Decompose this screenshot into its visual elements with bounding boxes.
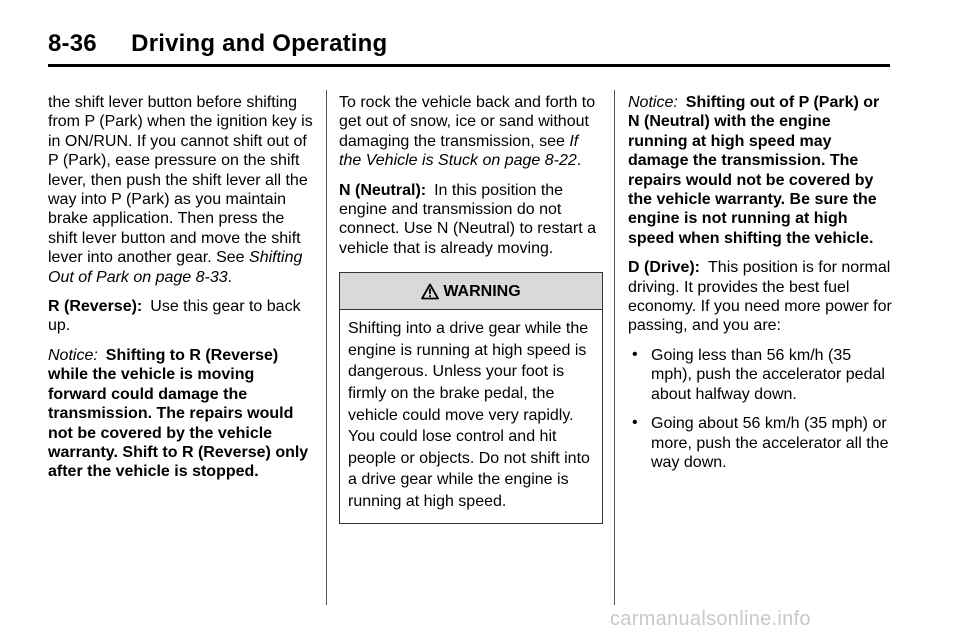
- bullet-icon: •: [632, 345, 638, 363]
- column-1: [48, 93, 316, 492]
- warning-triangle-icon: [421, 283, 439, 300]
- drive-description: This position is for normal driving. It provides the best fuel economy. If you need more power for passing, and you are:: [628, 259, 892, 335]
- paragraph-text: the shift lever button before shifting from P (Park) when the ignition key is in ON/RUN. If you cannot shift out of P (Park), ease pressure on the shift lever, then push the shift lever all the way into P (Park) as you maintain brake application. Then press the shift lever button and move the shift lever into another gear. See: [48, 94, 313, 267]
- paragraph: [339, 93, 603, 171]
- notice-label: Notice:: [628, 94, 678, 111]
- term-neutral: N (Neutral):: [339, 181, 427, 199]
- cross-reference-link[interactable]: Shifting Out of Park on page 8‑33: [48, 249, 303, 286]
- warning-header: [340, 273, 602, 310]
- paragraph-end: .: [576, 152, 582, 170]
- list-item-text: Going less than 56 km/h (35 mph), push the accelerator pedal about halfway down.: [651, 346, 885, 403]
- warning-title: WARNING: [443, 282, 521, 300]
- bullet-icon: •: [632, 414, 638, 432]
- term-reverse: R (Reverse):: [48, 298, 143, 316]
- paragraph-end: .: [227, 268, 233, 286]
- bullet-list: [628, 346, 892, 472]
- column-divider: [326, 90, 327, 605]
- neutral-description: In this position the engine and transmission do not connect. Use N (Neutral) to restart a vehicle that is already moving.: [339, 181, 596, 257]
- paragraph: [48, 93, 316, 287]
- footer-watermark: carmanualsonline.info: [610, 608, 811, 630]
- notice-paragraph: [628, 93, 892, 248]
- header-rule: [48, 64, 890, 67]
- warning-body: Shifting into a drive gear while the engine is running at high speed is dangerous. Unless your foot is firmly on the brake pedal, the vehicle could move very rapidly. You could lose control and hit people or objects. Do not shift into a drive gear while the engine is running at high speed.: [348, 320, 590, 510]
- paragraph-reverse: [48, 297, 316, 336]
- term-drive: D (Drive):: [628, 259, 701, 277]
- cross-reference-link[interactable]: If the Vehicle is Stuck on page 8‑22: [339, 132, 579, 170]
- paragraph-drive: [628, 258, 892, 336]
- notice-label: Notice:: [48, 346, 98, 364]
- notice-paragraph: [48, 346, 316, 482]
- list-item: [628, 346, 892, 404]
- list-item-text: Going about 56 km/h (35 mph) or more, push the accelerator all the way down.: [651, 415, 889, 471]
- warning-box: [339, 272, 603, 523]
- paragraph-neutral: [339, 181, 603, 259]
- notice-text: Shifting out of P (Park) or N (Neutral) with the engine running at high speed may damage the transmission. The repairs would not be covered by the vehicle warranty. Be sure the engine is not running at high speed when shifting the vehicle.: [628, 94, 880, 247]
- paragraph-text: To rock the vehicle back and forth to get out of snow, ice or sand without damaging the transmission, see: [339, 94, 596, 150]
- notice-text: Shifting to R (Reverse) while the vehicle is moving forward could damage the transmission. The repairs would not be covered by the vehicle warranty. Shift to R (Reverse) only after the vehicle is stopped.: [48, 346, 309, 481]
- reverse-description: Use this gear to back up.: [48, 298, 301, 335]
- column-2: [339, 93, 603, 524]
- list-item: [628, 414, 892, 472]
- column-3: [628, 93, 892, 482]
- column-divider: [614, 90, 615, 605]
- page-header-title: 8-36 Driving and Operating: [48, 30, 388, 57]
